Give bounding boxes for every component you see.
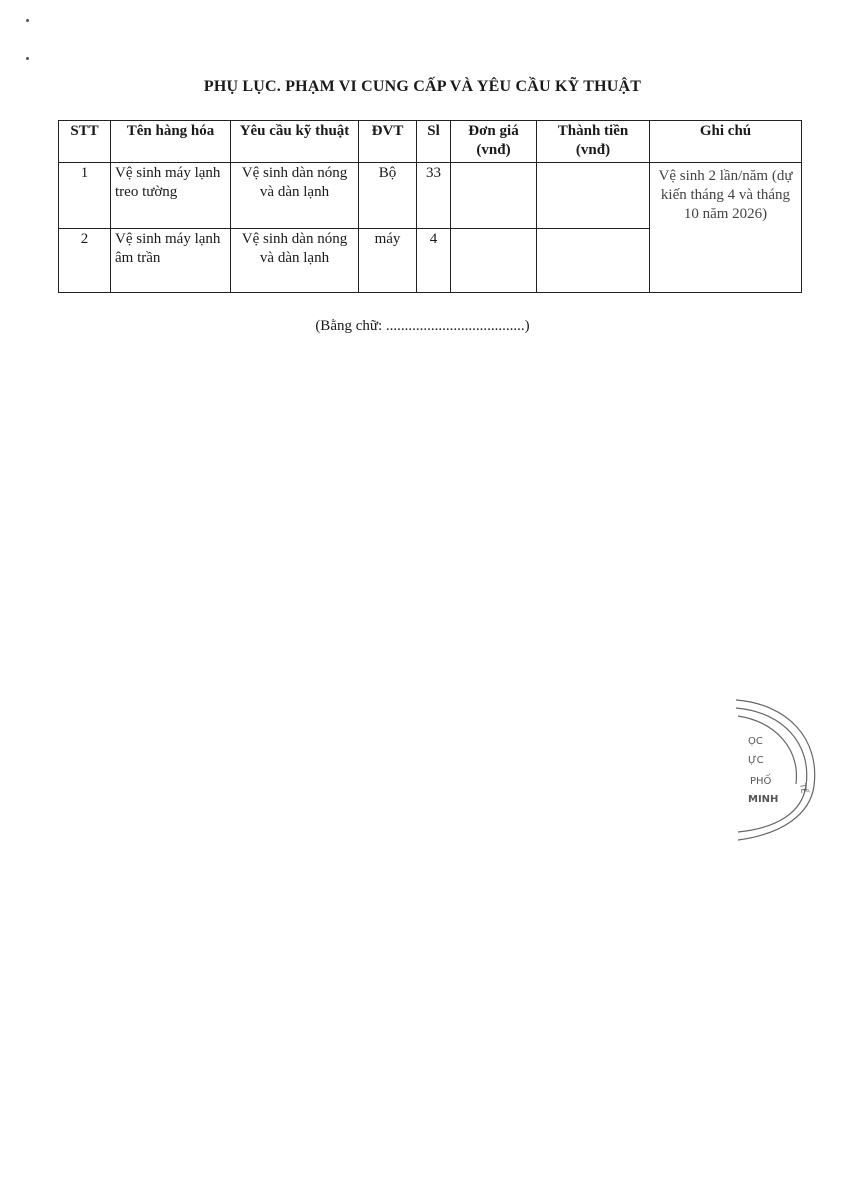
header-unit-price: Đơn giá (vnđ) [451, 121, 537, 163]
header-unit: ĐVT [359, 121, 417, 163]
header-stt: STT [59, 121, 111, 163]
stamp-text-fragment: TẾ [798, 782, 809, 795]
table-header-row [59, 121, 802, 163]
cell-qty: 4 [417, 229, 451, 293]
page-title: PHỤ LỤC. PHẠM VI CUNG CẤP VÀ YÊU CẦU KỸ THUẬT [203, 78, 642, 95]
cell-stt: 1 [59, 163, 111, 229]
goods-table [58, 120, 802, 293]
stamp-text-fragment: MINH [748, 794, 779, 805]
cell-name: Vệ sinh máy lạnh âm trần [111, 229, 231, 293]
cell-unit-price [451, 163, 537, 229]
stamp-text-fragment: ỰC [748, 755, 764, 766]
header-name: Tên hàng hóa [111, 121, 231, 163]
header-requirement: Yêu cầu kỹ thuật [231, 121, 359, 163]
cell-unit: máy [359, 229, 417, 293]
stamp-text-fragment: PHỐ [750, 776, 772, 787]
scan-speck [26, 57, 29, 60]
header-note: Ghi chú [650, 121, 802, 163]
cell-stt: 2 [59, 229, 111, 293]
stamp-text-fragment: ỌC [748, 736, 763, 747]
cell-total [537, 163, 650, 229]
table-row [59, 163, 802, 229]
cell-requirement: Vệ sinh dàn nóng và dàn lạnh [231, 163, 359, 229]
official-stamp-fragment [728, 694, 828, 844]
cell-qty: 33 [417, 163, 451, 229]
cell-unit-price [451, 229, 537, 293]
header-total: Thành tiền (vnđ) [537, 121, 650, 163]
header-qty: Sl [417, 121, 451, 163]
amount-in-words: (Bằng chữ: .....................................) [315, 318, 530, 334]
cell-requirement: Vệ sinh dàn nóng và dàn lạnh [231, 229, 359, 293]
cell-name: Vệ sinh máy lạnh treo tường [111, 163, 231, 229]
cell-unit: Bộ [359, 163, 417, 229]
cell-note: Vệ sinh 2 lần/năm (dự kiến tháng 4 và tháng 10 năm 2026) [650, 163, 802, 293]
cell-total [537, 229, 650, 293]
scan-speck [26, 19, 29, 22]
